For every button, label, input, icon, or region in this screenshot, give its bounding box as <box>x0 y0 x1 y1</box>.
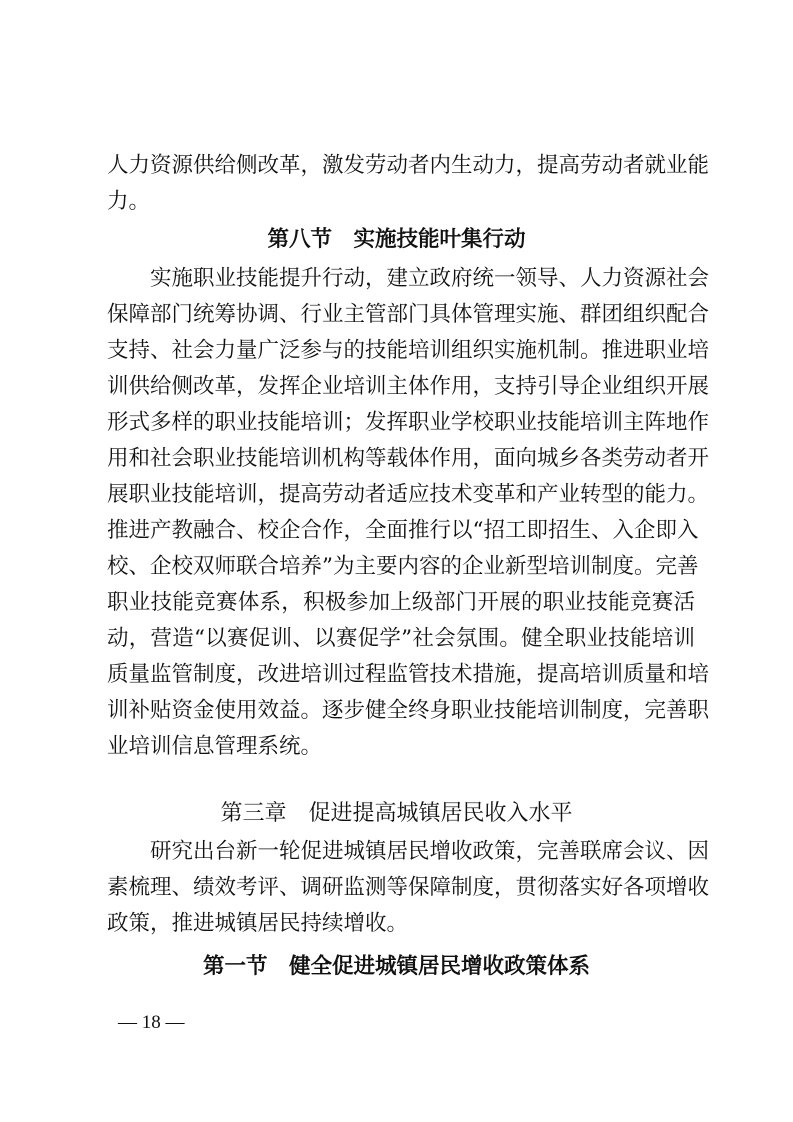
paragraph-line: 实施职业技能提升行动，建立政府统一领导、人力资源社会 <box>107 266 710 291</box>
paragraph-line: 研究出台新一轮促进城镇居民增收政策，完善联席会议、因 <box>107 839 710 864</box>
section-heading: 第八节 实施技能叶集行动 <box>267 227 526 252</box>
paragraph-line: 业培训信息管理系统。 <box>107 734 323 759</box>
paragraph-line: 支持、社会力量广泛参与的技能培训组织实施机制。推进职业培 <box>107 338 710 363</box>
paragraph-line: 动，营造“以赛促训、以赛促学”社会氛围。健全职业技能培训 <box>107 626 695 651</box>
paragraph-line: 校、企校双师联合培养”为主要内容的企业新型培训制度。完善 <box>107 554 699 579</box>
paragraph-line: 形式多样的职业技能培训；发挥职业学校职业技能培训主阵地作 <box>107 410 710 435</box>
paragraph-line: 人力资源供给侧改革，激发劳动者内生动力，提高劳动者就业能 <box>107 153 710 178</box>
paragraph-line: 职业技能竞赛体系，积极参加上级部门开展的职业技能竞赛活 <box>107 590 695 615</box>
paragraph-line: 推进产教融合、校企合作，全面推行以“招工即招生、入企即入 <box>107 518 699 543</box>
paragraph-line: 质量监管制度，改进培训过程监管技术措施，提高培训质量和培 <box>107 662 710 687</box>
paragraph-line: 训补贴资金使用效益。逐步健全终身职业技能培训制度，完善职 <box>107 698 710 723</box>
paragraph-line: 政策，推进城镇居民持续增收。 <box>107 911 409 936</box>
paragraph-line: 素梳理、绩效考评、调研监测等保障制度，贯彻落实好各项增收 <box>107 875 710 900</box>
paragraph-line: 展职业技能培训，提高劳动者适应技术变革和产业转型的能力。 <box>107 482 710 507</box>
paragraph-line: 保障部门统筹协调、行业主管部门具体管理实施、群团组织配合 <box>107 302 710 327</box>
page-number: — 18 — <box>118 1012 185 1033</box>
paragraph-line: 用和社会职业技能培训机构等载体作用，面向城乡各类劳动者开 <box>107 446 710 471</box>
chapter-heading: 第三章 促进提高城镇居民收入水平 <box>220 801 573 826</box>
paragraph-line: 力。 <box>107 189 151 214</box>
section-heading: 第一节 健全促进城镇居民增收政策体系 <box>202 954 590 979</box>
paragraph-line: 训供给侧改革，发挥企业培训主体作用，支持引导企业组织开展 <box>107 374 710 399</box>
